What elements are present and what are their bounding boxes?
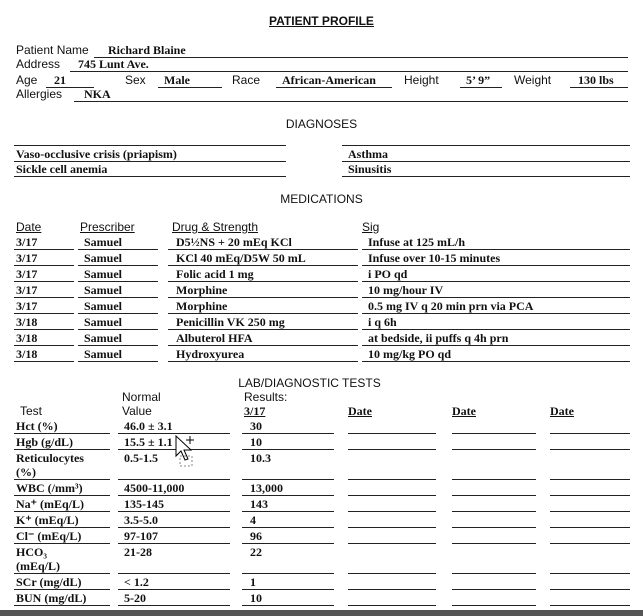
allergies-label: Allergies <box>16 87 63 101</box>
medication-cell: 10 mg/hour IV <box>368 283 444 297</box>
diagnoses-heading: DIAGNOSES <box>285 117 358 131</box>
medication-cell: Samuel <box>84 347 123 361</box>
lab-cell: 21-28 <box>124 545 152 559</box>
lab-cell: 10.3 <box>250 451 271 465</box>
lab-cell: 10 <box>250 591 262 605</box>
medication-cell: Samuel <box>84 267 123 281</box>
sex-value: Male <box>164 73 190 87</box>
date-header: 3/17 <box>244 404 266 418</box>
lab-cell: K⁺ (mEq/L) <box>16 513 79 527</box>
medication-cell: Samuel <box>84 299 123 313</box>
medication-cell: Samuel <box>84 235 123 249</box>
bottom-bar <box>0 610 643 616</box>
height-value: 5’ 9” <box>466 73 491 87</box>
diagnosis-item: Sinusitis <box>348 162 392 176</box>
medication-cell: i q 6h <box>368 315 397 329</box>
medication-cell: Infuse over 10-15 minutes <box>368 251 501 265</box>
lab-cell: 96 <box>250 529 262 543</box>
date-header: Date <box>550 404 574 418</box>
normal-value-header: Normal <box>122 390 161 404</box>
lab-cell: (mEq/L) <box>16 559 61 573</box>
medication-cell: Morphine <box>176 283 228 297</box>
date-header: Date <box>348 404 372 418</box>
medication-cell: D5½NS + 20 mEq KCl <box>176 235 292 249</box>
lab-cell: Cl⁻ (mEq/L) <box>16 529 82 543</box>
address-value: 745 Lunt Ave. <box>78 57 149 71</box>
lab-cell: SCr (mg/dL) <box>16 575 82 589</box>
medication-cell: 3/17 <box>16 251 38 265</box>
lab-cell: Hgb (g/dL) <box>16 435 74 449</box>
lab-cell: 10 <box>250 435 262 449</box>
lab-cell: 143 <box>250 497 268 511</box>
diagnosis-item: Vaso-occlusive crisis (priapism) <box>16 147 177 161</box>
race-label: Race <box>232 73 261 87</box>
labs-heading: LAB/DIAGNOSTIC TESTS <box>238 376 381 390</box>
patient-name-label: Patient Name <box>16 43 89 57</box>
medication-cell: at bedside, ii puffs q 4h prn <box>368 331 509 345</box>
lab-cell: 4500-11,000 <box>124 481 185 495</box>
lab-cell: 4 <box>250 513 256 527</box>
medication-cell: Folic acid 1 mg <box>176 267 254 281</box>
medication-cell: 3/17 <box>16 235 38 249</box>
address-label: Address <box>16 57 61 71</box>
mouse-cursor-icon <box>172 434 202 468</box>
medication-cell: Samuel <box>84 283 123 297</box>
lab-cell: 135-145 <box>124 497 164 511</box>
medication-cell: Samuel <box>84 315 123 329</box>
medication-column-header: Date <box>16 220 42 234</box>
medication-cell: Samuel <box>84 251 123 265</box>
lab-cell: 46.0 ± 3.1 <box>124 419 173 433</box>
diagnosis-item: Asthma <box>348 147 389 161</box>
medication-cell: 3/17 <box>16 267 38 281</box>
race-value: African-American <box>282 73 376 87</box>
lab-cell: 0.5-1.5 <box>124 451 158 465</box>
lab-cell: 15.5 ± 1.1 <box>124 435 173 449</box>
medication-column-header: Sig <box>362 220 380 234</box>
sex-label: Sex <box>125 73 146 87</box>
lab-cell: Reticulocytes <box>16 451 84 465</box>
value-header: Value <box>122 404 152 418</box>
medication-cell: 3/17 <box>16 283 38 297</box>
medication-cell: Albuterol HFA <box>176 331 253 345</box>
lab-cell: BUN (mg/dL) <box>16 591 87 605</box>
medication-cell: 3/17 <box>16 299 38 313</box>
lab-cell: 30 <box>250 419 262 433</box>
medication-cell: Penicillin VK 250 mg <box>176 315 285 329</box>
lab-cell: 97-107 <box>124 529 158 543</box>
lab-cell: 1 <box>250 575 256 589</box>
medication-cell: 3/18 <box>16 347 38 361</box>
lab-cell: 3.5-5.0 <box>124 513 158 527</box>
medications-heading: MEDICATIONS <box>280 192 363 206</box>
date-header: Date <box>452 404 476 418</box>
medication-cell: Morphine <box>176 299 228 313</box>
medication-cell: 3/18 <box>16 315 38 329</box>
lab-cell: 13,000 <box>250 481 283 495</box>
page-title: PATIENT PROFILE <box>269 14 374 28</box>
lab-cell: Na⁺ (mEq/L) <box>16 497 85 511</box>
results-header: Results: <box>244 390 288 404</box>
weight-value: 130 lbs <box>578 73 614 87</box>
lab-cell: 5-20 <box>124 591 146 605</box>
diagnosis-item: Sickle cell anemia <box>16 162 108 176</box>
lab-cell: < 1.2 <box>124 575 149 589</box>
lab-cell: WBC (/mm³) <box>16 481 83 495</box>
medication-cell: KCl 40 mEq/D5W 50 mL <box>176 251 306 265</box>
medication-cell: Infuse at 125 mL/h <box>368 235 466 249</box>
weight-label: Weight <box>514 73 552 87</box>
medication-cell: Samuel <box>84 331 123 345</box>
medication-cell: Hydroxyurea <box>176 347 245 361</box>
patient-name-value: Richard Blaine <box>108 43 186 57</box>
test-header: Test <box>20 404 43 418</box>
allergies-value: NKA <box>84 87 111 101</box>
medication-cell: 0.5 mg IV q 20 min prn via PCA <box>368 299 534 313</box>
age-label: Age <box>16 73 38 87</box>
medication-cell: 3/18 <box>16 331 38 345</box>
medication-column-header: Prescriber <box>80 220 135 234</box>
medication-column-header: Drug & Strength <box>172 220 259 234</box>
lab-cell: HCO₃ <box>16 545 47 559</box>
lab-cell: Hct (%) <box>16 419 58 433</box>
lab-cell: 22 <box>250 545 262 559</box>
height-label: Height <box>404 73 439 87</box>
medication-cell: i PO qd <box>368 267 408 281</box>
lab-cell: (%) <box>16 465 36 479</box>
age-value: 21 <box>54 73 66 87</box>
medication-cell: 10 mg/kg PO qd <box>368 347 452 361</box>
